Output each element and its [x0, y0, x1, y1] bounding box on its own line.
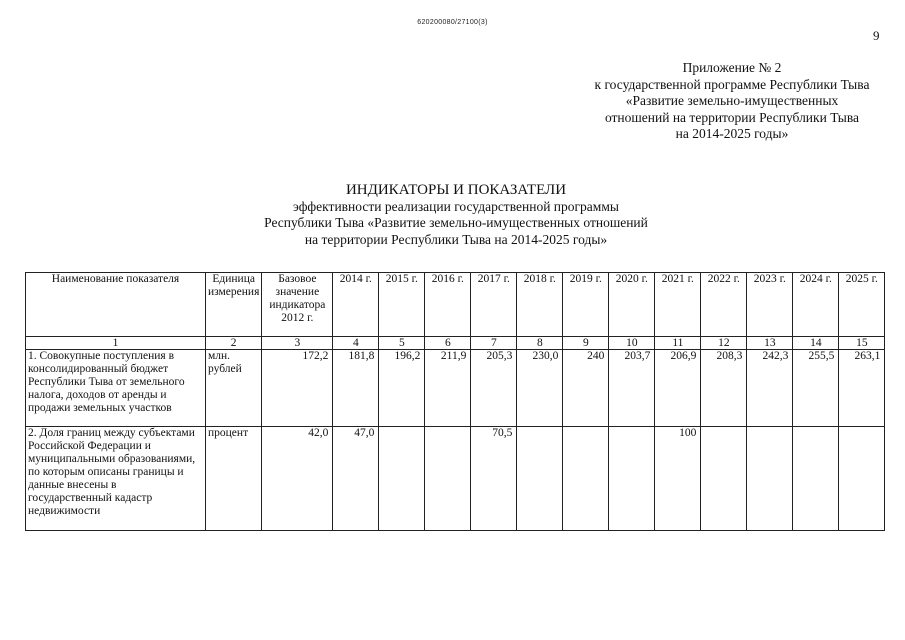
- indicator-base: 172,2: [262, 350, 333, 427]
- title-main: ИНДИКАТОРЫ И ПОКАЗАТЕЛИ: [345, 182, 567, 198]
- indicator-value: [517, 427, 563, 531]
- column-number: 14: [793, 337, 839, 350]
- column-number: 8: [517, 337, 563, 350]
- indicator-value: [563, 427, 609, 531]
- header-unit: Единица измерения: [206, 273, 262, 337]
- header-year: 2021 г.: [655, 273, 701, 337]
- indicator-value: 240: [563, 350, 609, 427]
- appendix-line: «Развитие земельно-имущественных: [625, 93, 839, 108]
- column-number: 4: [333, 337, 379, 350]
- header-year: 2023 г.: [747, 273, 793, 337]
- header-year: 2014 г.: [333, 273, 379, 337]
- title-line: эффективности реализации государственной программы: [293, 198, 619, 214]
- column-number: 1: [26, 337, 206, 350]
- indicator-value: 100: [655, 427, 701, 531]
- indicator-value: 206,9: [655, 350, 701, 427]
- table-row: [26, 350, 885, 427]
- header-name: Наименование показателя: [26, 273, 206, 337]
- table-row: [26, 427, 885, 531]
- header-year: 2020 г.: [609, 273, 655, 337]
- appendix-note: [560, 60, 904, 143]
- document-title: [170, 182, 742, 248]
- indicator-value: 242,3: [747, 350, 793, 427]
- appendix-line: отношений на территории Республики Тыва: [604, 109, 860, 125]
- title-line: на территории Республики Тыва на 2014-2025 годы»: [304, 231, 608, 247]
- indicator-unit: процент: [206, 427, 262, 531]
- indicator-value: 255,5: [793, 350, 839, 427]
- column-number: 7: [471, 337, 517, 350]
- indicator-name: 1. Совокупные поступления в консолидированный бюджет Республики Тыва от земельного налога, доходов от аренды и продажи земельных участков: [26, 350, 206, 427]
- appendix-line: к государственной программе Республики Тыва: [594, 76, 870, 92]
- indicator-value: 181,8: [333, 350, 379, 427]
- column-number: 2: [206, 337, 262, 350]
- indicator-value: 211,9: [425, 350, 471, 427]
- indicator-value: 203,7: [609, 350, 655, 427]
- indicator-value: 208,3: [701, 350, 747, 427]
- header-year: 2022 г.: [701, 273, 747, 337]
- column-number: 13: [747, 337, 793, 350]
- header-year: 2018 г.: [517, 273, 563, 337]
- column-number: 5: [379, 337, 425, 350]
- header-year: 2016 г.: [425, 273, 471, 337]
- indicator-value: [379, 427, 425, 531]
- document-code: 620200080/27100(3): [417, 19, 488, 26]
- column-number: 15: [839, 337, 885, 350]
- header-year: 2019 г.: [563, 273, 609, 337]
- page-number: 9: [873, 28, 880, 43]
- column-number: 10: [609, 337, 655, 350]
- indicator-value: 230,0: [517, 350, 563, 427]
- indicator-value: [425, 427, 471, 531]
- title-line: Республики Тыва «Развитие земельно-имущественных отношений: [264, 215, 648, 230]
- header-year: 2017 г.: [471, 273, 517, 337]
- column-number: 9: [563, 337, 609, 350]
- indicator-value: 47,0: [333, 427, 379, 531]
- indicator-base: 42,0: [262, 427, 333, 531]
- appendix-line: на 2014-2025 годы»: [675, 126, 789, 141]
- indicator-value: [609, 427, 655, 531]
- indicator-value: 263,1: [839, 350, 885, 427]
- column-number: 6: [425, 337, 471, 350]
- column-number: 12: [701, 337, 747, 350]
- indicator-value: 196,2: [379, 350, 425, 427]
- indicator-value: [747, 427, 793, 531]
- appendix-line: Приложение № 2: [682, 60, 782, 75]
- header-year: 2015 г.: [379, 273, 425, 337]
- indicator-name: 2. Доля границ между субъектами Российской Федерации и муниципальными образованиями, по которым описаны границы и данные внесены в государственный кадастр недвижимости: [26, 427, 206, 531]
- column-number: 3: [262, 337, 333, 350]
- indicator-unit: млн. рублей: [206, 350, 262, 427]
- header-year: 2024 г.: [793, 273, 839, 337]
- indicators-table: [25, 272, 885, 531]
- column-number: 11: [655, 337, 701, 350]
- indicator-value: [793, 427, 839, 531]
- indicator-value: 205,3: [471, 350, 517, 427]
- indicator-value: [839, 427, 885, 531]
- indicator-value: [701, 427, 747, 531]
- header-year: 2025 г.: [839, 273, 885, 337]
- indicator-value: 70,5: [471, 427, 517, 531]
- header-base: Базовое значение индикатора 2012 г.: [262, 273, 333, 337]
